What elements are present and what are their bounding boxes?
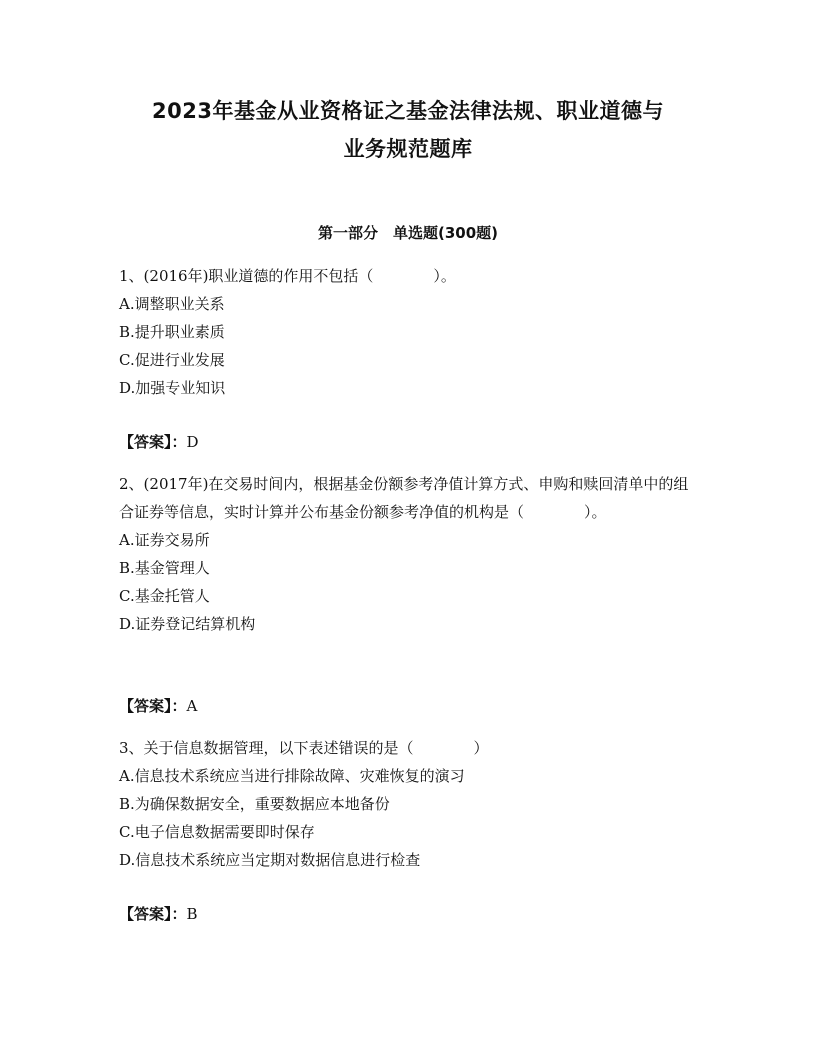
title-line-1: 2023年基金从业资格证之基金法律法规、职业道德与	[152, 99, 664, 123]
question-1-answer	[119, 428, 199, 456]
question-3-option-d: D.信息技术系统应当定期对数据信息进行检查	[119, 851, 421, 869]
question-3-stem: 3、关于信息数据管理，以下表述错误的是（ ）	[119, 739, 489, 757]
question-3	[119, 734, 699, 874]
question-2-option-a: A.证券交易所	[119, 531, 210, 549]
answer-value: A	[186, 697, 198, 715]
question-2-stem: 2、(2017年)在交易时间内，根据基金份额参考净值计算方式、申购和赎回清单中的组合证券等信息，实时计算并公布基金份额参考净值的机构是（ ）。	[119, 475, 689, 521]
answer-label: 【答案】：	[119, 905, 187, 923]
answer-value: B	[186, 905, 198, 923]
title-line-2: 业务规范题库	[343, 137, 473, 161]
question-1-option-c: C.促进行业发展	[119, 351, 225, 369]
question-1-option-a: A.调整职业关系	[119, 295, 225, 313]
question-2-option-b: B.基金管理人	[119, 559, 210, 577]
question-2	[119, 470, 699, 638]
question-2-option-d: D.证券登记结算机构	[119, 615, 256, 633]
question-2-answer	[119, 692, 197, 720]
answer-value: D	[186, 433, 199, 451]
question-3-option-c: C.电子信息数据需要即时保存	[119, 823, 315, 841]
question-3-option-b: B.为确保数据安全，重要数据应本地备份	[119, 795, 390, 813]
question-3-answer	[119, 900, 198, 928]
question-1	[119, 262, 699, 402]
answer-label: 【答案】：	[119, 697, 187, 715]
question-2-option-c: C.基金托管人	[119, 587, 210, 605]
answer-label: 【答案】：	[119, 433, 187, 451]
question-1-option-b: B.提升职业素质	[119, 323, 225, 341]
question-3-option-a: A.信息技术系统应当进行排除故障、灾难恢复的演习	[119, 767, 465, 785]
section-title: 第一部分 单选题(300题)	[317, 224, 499, 242]
question-1-stem: 1、(2016年)职业道德的作用不包括（ ）。	[119, 267, 456, 285]
question-1-option-d: D.加强专业知识	[119, 379, 226, 397]
document-title	[0, 92, 816, 168]
